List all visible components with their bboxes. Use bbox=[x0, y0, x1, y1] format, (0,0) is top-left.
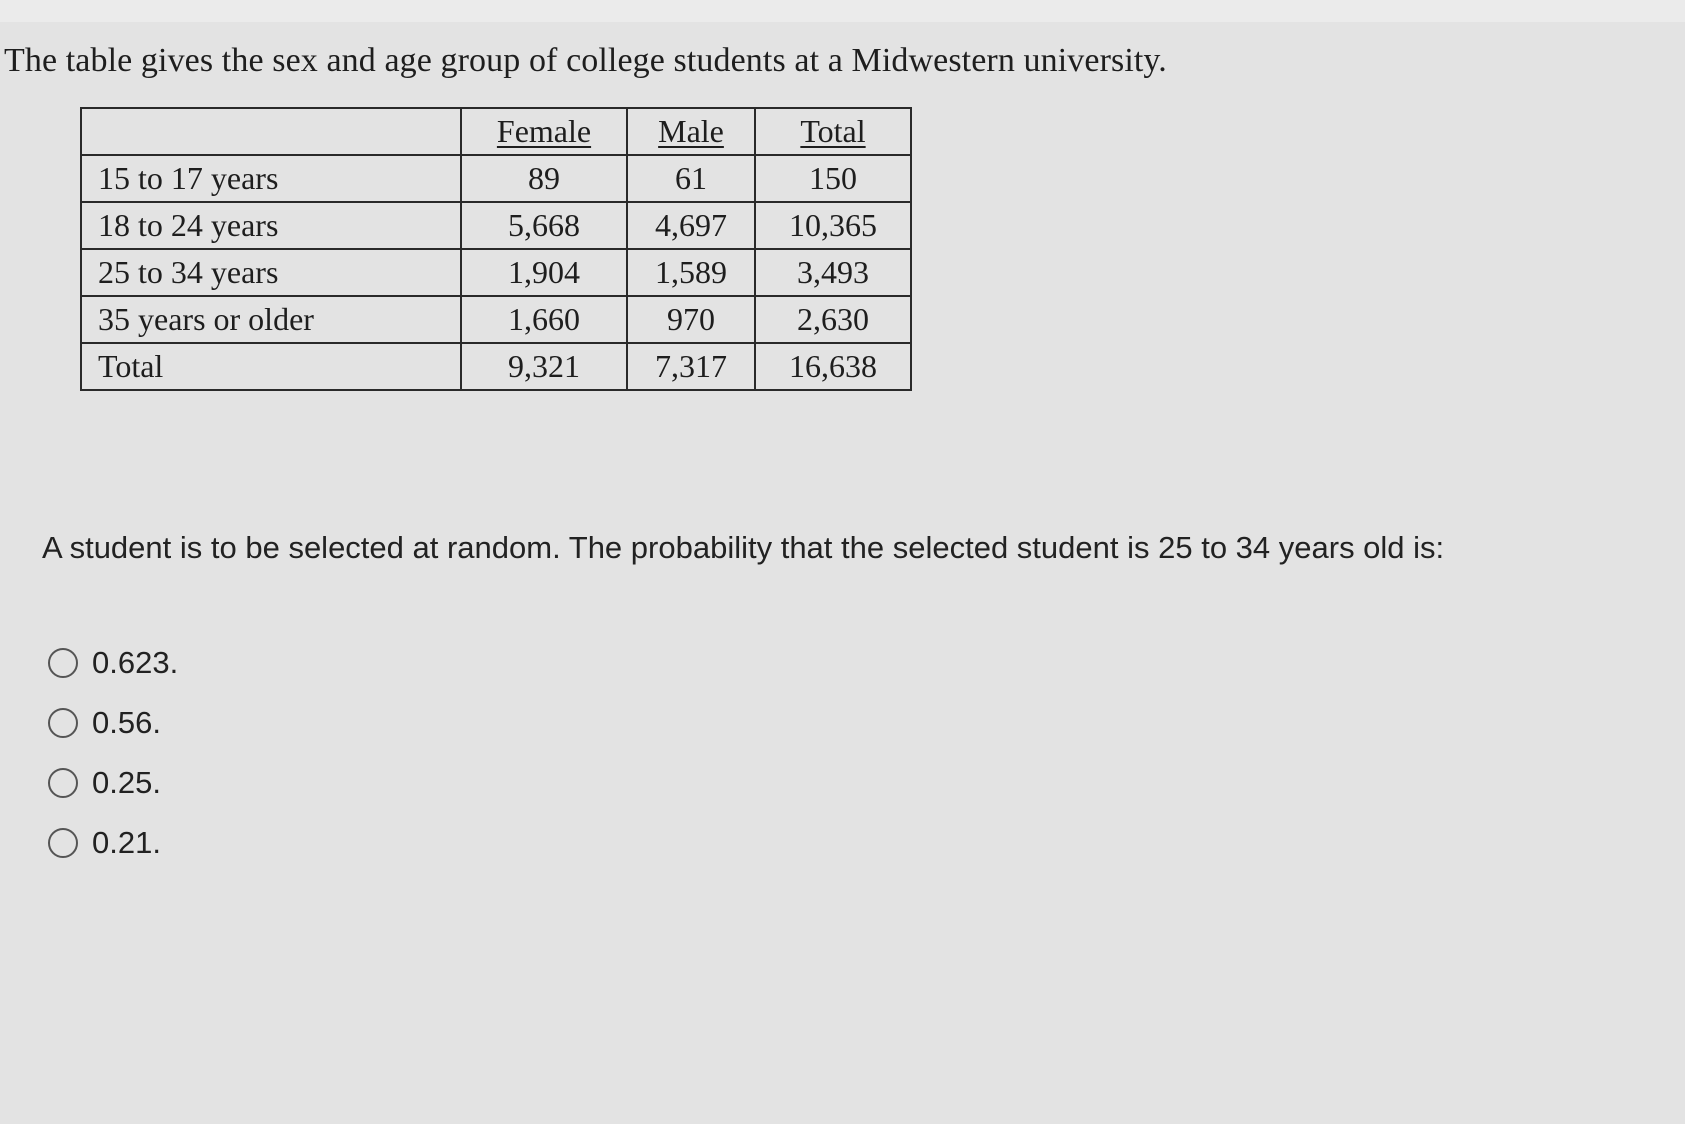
radio-button[interactable] bbox=[48, 708, 78, 738]
radio-button[interactable] bbox=[48, 828, 78, 858]
row-label: 18 to 24 years bbox=[81, 202, 461, 249]
option-label: 0.56. bbox=[92, 705, 161, 740]
female-cell: 1,660 bbox=[461, 296, 627, 343]
answer-option-c[interactable] bbox=[48, 753, 178, 813]
female-cell: 5,668 bbox=[461, 202, 627, 249]
question-text: A student is to be selected at random. The probability that the selected student is 25 to 34 years old is: bbox=[42, 530, 1445, 565]
page-top-edge bbox=[0, 0, 1685, 22]
table-row bbox=[81, 202, 911, 249]
radio-button[interactable] bbox=[48, 648, 78, 678]
header-total: Total bbox=[755, 108, 911, 155]
answer-option-d[interactable] bbox=[48, 813, 178, 873]
male-cell: 61 bbox=[627, 155, 755, 202]
table-total-row bbox=[81, 343, 911, 390]
table-header-row bbox=[81, 108, 911, 155]
option-label: 0.21. bbox=[92, 825, 161, 860]
female-cell: 9,321 bbox=[461, 343, 627, 390]
row-label: 35 years or older bbox=[81, 296, 461, 343]
row-label: Total bbox=[81, 343, 461, 390]
male-cell: 4,697 bbox=[627, 202, 755, 249]
female-cell: 1,904 bbox=[461, 249, 627, 296]
table-row bbox=[81, 155, 911, 202]
male-cell: 7,317 bbox=[627, 343, 755, 390]
total-cell: 10,365 bbox=[755, 202, 911, 249]
header-empty-cell bbox=[81, 108, 461, 155]
total-cell: 3,493 bbox=[755, 249, 911, 296]
row-label: 15 to 17 years bbox=[81, 155, 461, 202]
data-table bbox=[80, 107, 912, 391]
header-female: Female bbox=[461, 108, 627, 155]
total-cell: 150 bbox=[755, 155, 911, 202]
total-cell: 2,630 bbox=[755, 296, 911, 343]
intro-text: The table gives the sex and age group of college students at a Midwestern university. bbox=[4, 42, 1167, 79]
table-row bbox=[81, 296, 911, 343]
table-row bbox=[81, 249, 911, 296]
total-cell: 16,638 bbox=[755, 343, 911, 390]
male-cell: 1,589 bbox=[627, 249, 755, 296]
header-male: Male bbox=[627, 108, 755, 155]
female-cell: 89 bbox=[461, 155, 627, 202]
row-label: 25 to 34 years bbox=[81, 249, 461, 296]
option-label: 0.623. bbox=[92, 645, 179, 680]
answer-option-a[interactable] bbox=[48, 633, 178, 693]
radio-button[interactable] bbox=[48, 768, 78, 798]
option-label: 0.25. bbox=[92, 765, 161, 800]
answer-option-b[interactable] bbox=[48, 693, 178, 753]
male-cell: 970 bbox=[627, 296, 755, 343]
answer-options bbox=[48, 633, 178, 873]
